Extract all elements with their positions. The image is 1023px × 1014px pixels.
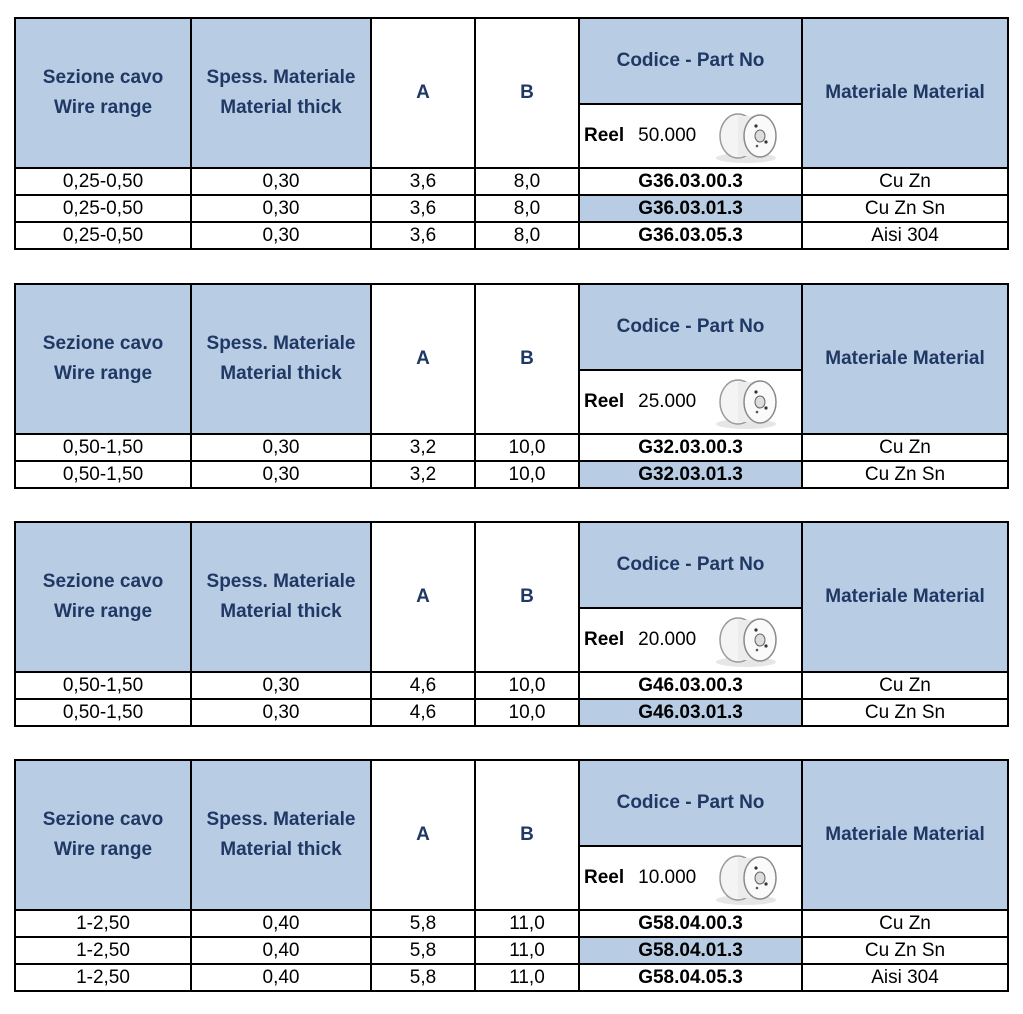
- reel-cell: [579, 846, 802, 910]
- cell-b: 8,0: [475, 195, 579, 222]
- header-a: A: [371, 18, 475, 168]
- cell-wire: 0,25-0,50: [15, 195, 191, 222]
- table-row: [15, 434, 1008, 461]
- header-b: B: [475, 522, 579, 672]
- cell-b: 8,0: [475, 222, 579, 249]
- reel-label: Reel: [584, 629, 625, 650]
- cell-a: 3,2: [371, 434, 475, 461]
- cell-material: Aisi 304: [802, 222, 1008, 249]
- product-table-1: [14, 17, 1009, 250]
- reel-cell: [579, 608, 802, 672]
- cell-a: 4,6: [371, 699, 475, 726]
- cell-code: G46.03.00.3: [579, 672, 802, 699]
- header-a: A: [371, 522, 475, 672]
- cell-wire: 0,50-1,50: [15, 434, 191, 461]
- table-row: [15, 910, 1008, 937]
- header-part-no: Codice - Part No: [579, 18, 802, 104]
- cell-b: 11,0: [475, 964, 579, 991]
- header-part-no: Codice - Part No: [579, 760, 802, 846]
- reel-quantity: 50.000: [638, 125, 697, 146]
- header-material-thick: Spess. Materiale Material thick: [191, 522, 371, 672]
- cell-b: 10,0: [475, 461, 579, 488]
- table-row: [15, 168, 1008, 195]
- table-row: [15, 672, 1008, 699]
- cell-material: Cu Zn Sn: [802, 461, 1008, 488]
- cell-thick: 0,40: [191, 964, 371, 991]
- cell-code: G36.03.00.3: [579, 168, 802, 195]
- reel-quantity: 20.000: [638, 629, 697, 650]
- cell-thick: 0,30: [191, 672, 371, 699]
- header-a: A: [371, 284, 475, 434]
- reel-label: Reel: [584, 125, 625, 146]
- header-material-thick: Spess. Materiale Material thick: [191, 760, 371, 910]
- cell-b: 11,0: [475, 910, 579, 937]
- header-material: Materiale Material: [802, 284, 1008, 434]
- cell-b: 8,0: [475, 168, 579, 195]
- reel-cell: [579, 370, 802, 434]
- table-row: [15, 222, 1008, 249]
- table-row: [15, 964, 1008, 991]
- header-b: B: [475, 284, 579, 434]
- cell-a: 5,8: [371, 937, 475, 964]
- cell-thick: 0,30: [191, 168, 371, 195]
- cell-wire: 0,50-1,50: [15, 699, 191, 726]
- header-material-thick: Spess. Materiale Material thick: [191, 18, 371, 168]
- cell-thick: 0,40: [191, 910, 371, 937]
- table-row: [15, 195, 1008, 222]
- cell-a: 3,6: [371, 168, 475, 195]
- cell-code: G58.04.00.3: [579, 910, 802, 937]
- cell-material: Cu Zn: [802, 168, 1008, 195]
- cell-a: 3,6: [371, 222, 475, 249]
- cell-material: Cu Zn: [802, 672, 1008, 699]
- reel-label: Reel: [584, 867, 625, 888]
- header-b: B: [475, 18, 579, 168]
- cell-thick: 0,30: [191, 222, 371, 249]
- cell-code: G58.04.01.3: [579, 937, 802, 964]
- cell-code: G32.03.00.3: [579, 434, 802, 461]
- header-part-no: Codice - Part No: [579, 522, 802, 608]
- cell-b: 11,0: [475, 937, 579, 964]
- cell-thick: 0,30: [191, 195, 371, 222]
- cell-b: 10,0: [475, 672, 579, 699]
- header-material: Materiale Material: [802, 18, 1008, 168]
- cell-a: 4,6: [371, 672, 475, 699]
- header-part-no: Codice - Part No: [579, 284, 802, 370]
- cell-wire: 1-2,50: [15, 964, 191, 991]
- reel-quantity: 10.000: [638, 867, 697, 888]
- reel-spool-icon: [712, 850, 784, 906]
- reel-spool-icon: [712, 374, 784, 430]
- cell-wire: 0,50-1,50: [15, 461, 191, 488]
- reel-spool-icon: [712, 612, 784, 668]
- table-row: [15, 461, 1008, 488]
- cell-material: Cu Zn: [802, 910, 1008, 937]
- header-wire-range: Sezione cavo Wire range: [15, 522, 191, 672]
- cell-material: Cu Zn Sn: [802, 195, 1008, 222]
- header-wire-range: Sezione cavo Wire range: [15, 18, 191, 168]
- cell-code: G46.03.01.3: [579, 699, 802, 726]
- header-a: A: [371, 760, 475, 910]
- cell-thick: 0,30: [191, 699, 371, 726]
- product-table-2: [14, 283, 1009, 489]
- cell-thick: 0,30: [191, 434, 371, 461]
- cell-wire: 0,50-1,50: [15, 672, 191, 699]
- table-row: [15, 699, 1008, 726]
- cell-wire: 1-2,50: [15, 910, 191, 937]
- header-b: B: [475, 760, 579, 910]
- header-wire-range: Sezione cavo Wire range: [15, 760, 191, 910]
- cell-code: G36.03.05.3: [579, 222, 802, 249]
- cell-wire: 0,25-0,50: [15, 168, 191, 195]
- header-material: Materiale Material: [802, 760, 1008, 910]
- cell-a: 5,8: [371, 910, 475, 937]
- cell-a: 3,2: [371, 461, 475, 488]
- reel-quantity: 25.000: [638, 391, 697, 412]
- cell-material: Aisi 304: [802, 964, 1008, 991]
- cell-thick: 0,40: [191, 937, 371, 964]
- cell-material: Cu Zn Sn: [802, 937, 1008, 964]
- cell-wire: 1-2,50: [15, 937, 191, 964]
- header-material: Materiale Material: [802, 522, 1008, 672]
- cell-wire: 0,25-0,50: [15, 222, 191, 249]
- cell-b: 10,0: [475, 434, 579, 461]
- product-table-4: [14, 759, 1009, 992]
- header-material-thick: Spess. Materiale Material thick: [191, 284, 371, 434]
- reel-spool-icon: [712, 108, 784, 164]
- cell-a: 3,6: [371, 195, 475, 222]
- cell-code: G32.03.01.3: [579, 461, 802, 488]
- product-table-3: [14, 521, 1009, 727]
- header-wire-range: Sezione cavo Wire range: [15, 284, 191, 434]
- cell-b: 10,0: [475, 699, 579, 726]
- cell-code: G36.03.01.3: [579, 195, 802, 222]
- cell-a: 5,8: [371, 964, 475, 991]
- cell-thick: 0,30: [191, 461, 371, 488]
- reel-cell: [579, 104, 802, 168]
- reel-label: Reel: [584, 391, 625, 412]
- cell-material: Cu Zn Sn: [802, 699, 1008, 726]
- cell-material: Cu Zn: [802, 434, 1008, 461]
- table-row: [15, 937, 1008, 964]
- cell-code: G58.04.05.3: [579, 964, 802, 991]
